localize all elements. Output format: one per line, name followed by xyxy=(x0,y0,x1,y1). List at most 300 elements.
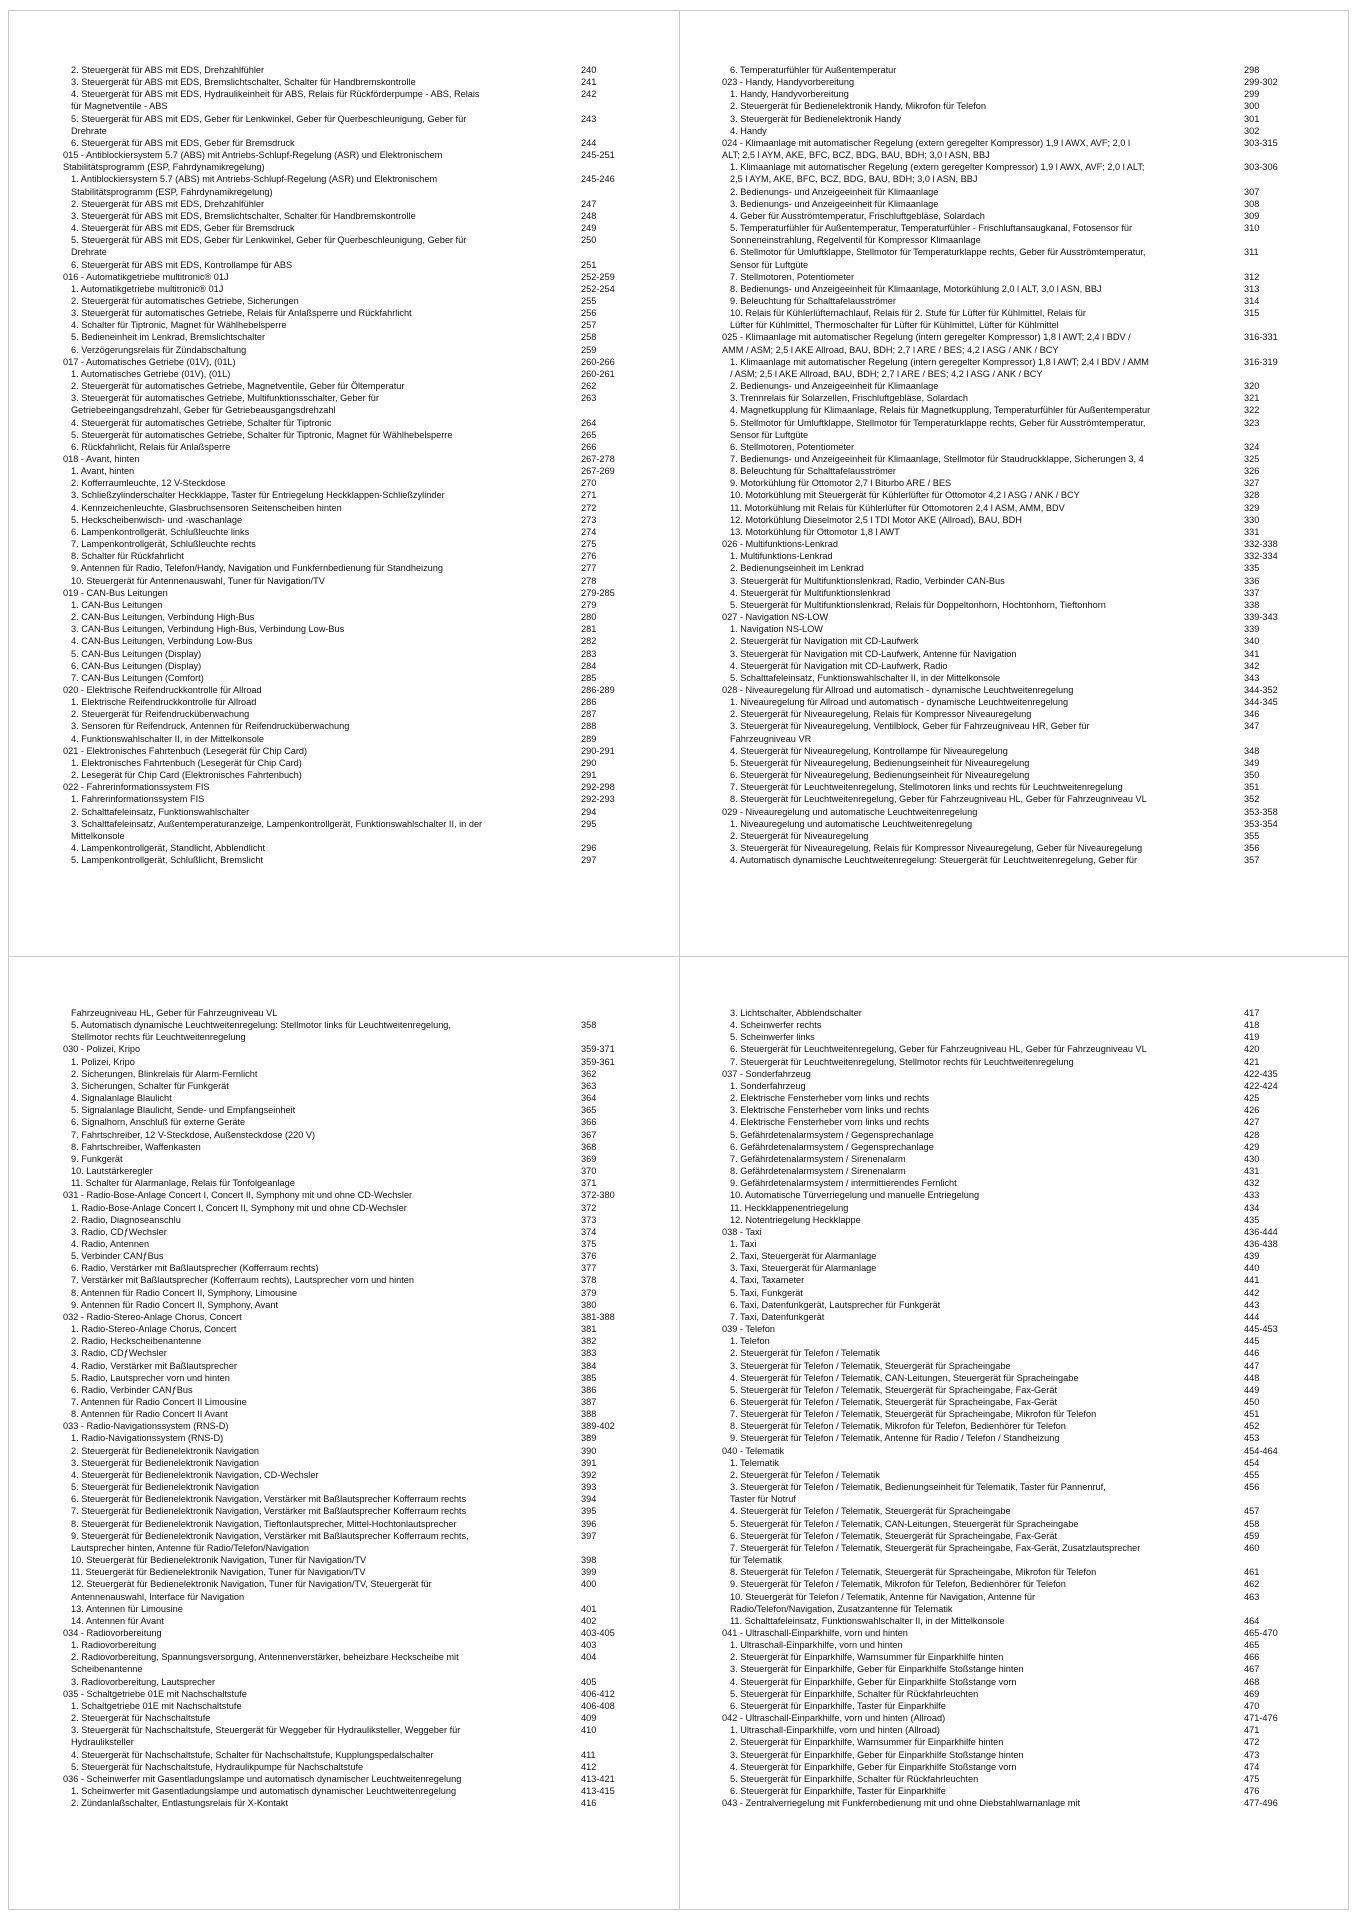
toc-entry-title: 6. Steuergerät für Leuchtweitenregelung, Geber für Fahrzeugniveau HL, Geber für Fahrzeugniveau VL xyxy=(730,1044,1147,1055)
toc-entry-title: Hydrauliksteller xyxy=(71,1737,134,1748)
toc-subentry xyxy=(63,222,643,234)
toc-subentry xyxy=(63,1238,643,1250)
toc-page-number: 401 xyxy=(581,1603,597,1614)
toc-page-number: 260-266 xyxy=(581,356,615,367)
toc-subentry xyxy=(63,319,643,331)
toc-subentry xyxy=(722,1676,1306,1688)
toc-page-number: 290-291 xyxy=(581,745,615,756)
toc-page-number xyxy=(1244,733,1306,745)
toc-page-number: 404 xyxy=(581,1652,597,1663)
toc-entry-title: 2. Steuergerät für Reifendrucküberwachung xyxy=(71,709,250,720)
toc-page-number: 378 xyxy=(581,1275,597,1286)
toc-entry-title: 5. Stellmotor für Umluftklappe, Stellmotor für Temperaturklappe rechts, Geber für Ausströmtemperatur, xyxy=(730,417,1146,428)
toc-subentry xyxy=(722,246,1306,258)
toc-page-number: 292-298 xyxy=(581,782,615,793)
toc-entry-title: 039 - Telefon xyxy=(722,1324,775,1335)
toc-subentry xyxy=(63,1165,643,1177)
toc-entry-title: 4. Steuergerät für ABS mit EDS, Hydraulikeinheit für ABS, Relais für Rückförderpumpe - ABS, Relais xyxy=(71,89,480,100)
toc-page-number: 428 xyxy=(1244,1129,1260,1140)
toc-page-number: 359-371 xyxy=(581,1044,615,1055)
toc-entry-title: 6. Rückfahrlicht, Relais für Anlaßsperre xyxy=(71,441,231,452)
toc-subentry xyxy=(63,550,643,562)
toc-subentry xyxy=(63,307,643,319)
toc-subentry xyxy=(63,1129,643,1141)
toc-page-number: 393 xyxy=(581,1482,597,1493)
toc-page-number xyxy=(1244,149,1306,161)
toc-entry-title: 3. Radio, CDƒWechsler xyxy=(71,1226,167,1237)
toc-subentry xyxy=(722,1457,1306,1469)
toc-page-number: 339 xyxy=(1244,624,1260,635)
toc-entry-title: 4. Steuergerät für Einparkhilfe, Geber für Einparkhilfe Stoßstange vorn xyxy=(730,1676,1017,1687)
toc-subentry xyxy=(722,1530,1306,1542)
toc-section-entry xyxy=(63,745,643,757)
toc-subentry xyxy=(63,1202,643,1214)
toc-subentry xyxy=(63,259,643,271)
toc-entry-title: 032 - Radio-Stereo-Anlage Chorus, Concert xyxy=(63,1311,242,1322)
toc-entry-title: 5. Steuergerät für ABS mit EDS, Geber für Lenkwinkel, Geber für Querbeschleunigung, Geber für xyxy=(71,113,467,124)
toc-entry-title: 040 - Telematik xyxy=(722,1445,785,1456)
toc-entry-title: 3. Steuergerät für Niveauregelung, Relais für Kompressor Niveauregelung, Geber für Niveauregelung xyxy=(730,843,1143,853)
toc-entry-title: 8. Steuergerät für Telefon / Telematik, Mikrofon für Telefon, Bedienhörer für Telefon xyxy=(730,1421,1066,1432)
toc-subentry xyxy=(63,1068,643,1080)
toc-entry-title: 6. Steuergerät für Telefon / Telematik, Steuergerät für Spracheingabe, Fax-Gerät xyxy=(730,1530,1058,1541)
toc-page-number: 299-302 xyxy=(1244,77,1278,88)
toc-page-number: 286-289 xyxy=(581,684,615,695)
toc-page-number: 418 xyxy=(1244,1020,1260,1031)
toc-page-number: 470 xyxy=(1244,1700,1260,1711)
toc-entry-title: 2. Steuergerät für Einparkhilfe, Warnsummer für Einparkhilfe hinten xyxy=(730,1652,1004,1663)
toc-subentry xyxy=(722,125,1306,137)
toc-section-entry xyxy=(722,149,1306,161)
toc-page-number: 258 xyxy=(581,332,597,343)
toc-subentry xyxy=(63,125,643,137)
toc-page-number: 465-470 xyxy=(1244,1627,1278,1638)
toc-entry-title: 10. Relais für Kühlerlüfternachlauf, Relais für 2. Stufe für Lüfter für Kühlmittel, Relais für xyxy=(730,308,1086,319)
toc-entry-title: 3. Bedienungs- und Anzeigeeinheit für Klimaanlage xyxy=(730,198,939,209)
toc-entry-title: 1. Avant, hinten xyxy=(71,466,135,477)
toc-page-number: 436-444 xyxy=(1244,1226,1278,1237)
toc-page-number: 344-345 xyxy=(1244,697,1278,708)
toc-entry-title: 5. Signalanlage Blaulicht, Sende- und Empfangseinheit xyxy=(71,1105,296,1116)
toc-entry-title: 3. Schließzylinderschalter Heckklappe, Taster für Entriegelung Heckklappen-Schließzylinder xyxy=(71,490,445,501)
toc-entry-title: 1. Automatisches Getriebe (01V), (01L) xyxy=(71,368,231,379)
toc-subentry xyxy=(63,1104,643,1116)
toc-subentry xyxy=(722,1773,1306,1785)
toc-page-number: 421 xyxy=(1244,1056,1260,1067)
toc-page-number: 316-331 xyxy=(1244,332,1278,343)
toc-entry-title: 017 - Automatisches Getriebe (01V), (01L) xyxy=(63,356,236,367)
toc-subentry xyxy=(63,1554,643,1566)
toc-page-number: 363 xyxy=(581,1080,597,1091)
toc-subentry xyxy=(63,344,643,356)
toc-page-number: 419 xyxy=(1244,1032,1260,1043)
toc-page-number xyxy=(581,161,643,173)
toc-entry-title: 1. Polizei, Kripo xyxy=(71,1056,135,1067)
toc-subentry xyxy=(722,1238,1306,1250)
toc-entry-title: 4. Automatisch dynamische Leuchtweitenregelung: Steuergerät für Leuchtweitenregelung, Geber für xyxy=(730,855,1138,866)
toc-subentry xyxy=(722,1396,1306,1408)
toc-subentry xyxy=(63,757,643,769)
toc-page-number: 353-354 xyxy=(1244,818,1278,829)
toc-page-number xyxy=(581,186,643,198)
toc-section-entry xyxy=(63,1189,643,1201)
toc-section-entry xyxy=(722,611,1306,623)
toc-page-number xyxy=(1244,1493,1306,1505)
toc-page-number: 291 xyxy=(581,770,597,781)
toc-entry-title: 2. Steuergerät für Einparkhilfe, Warnsummer für Einparkhilfe hinten xyxy=(730,1737,1004,1748)
toc-page-number: 270 xyxy=(581,478,597,489)
toc-subentry xyxy=(722,453,1306,465)
toc-entry-title: 4. Steuergerät für Navigation mit CD-Laufwerk, Radio xyxy=(730,660,948,671)
toc-subentry xyxy=(722,1335,1306,1347)
toc-page-number: 346 xyxy=(1244,709,1260,720)
toc-subentry xyxy=(63,1080,643,1092)
toc-subentry xyxy=(63,720,643,732)
toc-entry-title: 3. Steuergerät für Telefon / Telematik, Steuergerät für Spracheingabe xyxy=(730,1360,1011,1371)
toc-entry-title: 2. Bedienungseinheit im Lenkrad xyxy=(730,563,864,574)
toc-subentry xyxy=(63,246,643,258)
toc-entry-title: 6. Verzögerungsrelais für Zündabschaltung xyxy=(71,344,247,355)
toc-subentry xyxy=(722,1019,1306,1031)
toc-entry-title: 5. Steuergerät für Einparkhilfe, Schalter für Rückfahrleuchten xyxy=(730,1773,979,1784)
toc-entry-title: 7. Steuergerät für Telefon / Telematik, Steuergerät für Spracheingabe, Fax-Gerät, Zusatzlautsprecher xyxy=(730,1542,1141,1553)
toc-page-number: 299 xyxy=(1244,89,1260,100)
toc-subentry xyxy=(722,720,1306,732)
toc-subentry xyxy=(722,781,1306,793)
toc-entry-title: 8. Antennen für Radio Concert II, Symphony, Limousine xyxy=(71,1287,298,1298)
toc-page-number: 243 xyxy=(581,113,597,124)
toc-entry-title: 4. Elektrische Fensterheber vorn links und rechts xyxy=(730,1117,930,1128)
toc-page-number xyxy=(581,1007,643,1019)
toc-page-number: 398 xyxy=(581,1555,597,1566)
toc-section-entry xyxy=(722,76,1306,88)
toc-subentry xyxy=(63,806,643,818)
toc-entry-title: 9. Antennen für Radio, Telefon/Handy, Navigation und Funkfernbedienung für Standheizung xyxy=(71,563,444,574)
toc-entry-title: 3. Steuergerät für automatisches Getriebe, Relais für Anlaßsperre und Rückfahrlicht xyxy=(71,308,412,319)
toc-entry-title: 6. Steuergerät für Einparkhilfe, Taster für Einparkhilfe xyxy=(730,1700,946,1711)
toc-subentry xyxy=(63,380,643,392)
toc-entry-title: 6. Steuergerät für Einparkhilfe, Taster für Einparkhilfe xyxy=(730,1786,946,1796)
toc-entry-title: 8. Gefährdetenalarmsystem / Sirenenalarm xyxy=(730,1166,906,1177)
toc-entry-title: Fahrzeugniveau HL, Geber für Fahrzeugniveau VL xyxy=(71,1008,278,1018)
toc-entry-title: 2. Steuergerät für Bedienelektronik Handy, Mikrofon für Telefon xyxy=(730,101,987,112)
toc-subentry xyxy=(722,1262,1306,1274)
toc-page-number: 244 xyxy=(581,137,597,148)
toc-entry-title: 3. Elektrische Fensterheber vorn links und rechts xyxy=(730,1105,930,1116)
toc-page-number xyxy=(1244,368,1306,380)
toc-subentry xyxy=(722,234,1306,246)
toc-section-entry xyxy=(63,1311,643,1323)
toc-subentry xyxy=(722,319,1306,331)
toc-page-number: 431 xyxy=(1244,1166,1260,1177)
toc-page-number: 425 xyxy=(1244,1093,1260,1104)
toc-entry-title: Getriebeeingangsdrehzahl, Geber für Getriebeausgangsdrehzahl xyxy=(71,405,336,416)
toc-subentry xyxy=(63,1360,643,1372)
toc-entry-title: 7. Taxi, Datenfunkgerät xyxy=(730,1311,825,1322)
toc-subentry xyxy=(63,429,643,441)
toc-subentry xyxy=(63,113,643,125)
toc-entry-title: 015 - Antiblockiersystem 5.7 (ABS) mit Antriebs-Schlupf-Regelung (ASR) und Elektronischem xyxy=(63,150,443,161)
toc-entry-title: 7. Fahrtschreiber, 12 V-Steckdose, Außensteckdose (220 V) xyxy=(71,1129,316,1140)
toc-page-number: 281 xyxy=(581,624,597,635)
toc-subentry xyxy=(63,1153,643,1165)
toc-entry-title: 3. Steuergerät für Telefon / Telematik, Bedienungseinheit für Telematik, Taster für Pannenruf, xyxy=(730,1482,1106,1493)
toc-subentry xyxy=(722,562,1306,574)
toc-page-number: 312 xyxy=(1244,271,1260,282)
toc-page-number: 476 xyxy=(1244,1786,1260,1796)
toc-section-entry xyxy=(722,1068,1306,1080)
toc-entry-title: 4. Signalanlage Blaulicht xyxy=(71,1093,172,1104)
toc-entry-title: 037 - Sonderfahrzeug xyxy=(722,1068,811,1079)
toc-page-number: 315 xyxy=(1244,308,1260,319)
toc-subentry xyxy=(63,198,643,210)
toc-page-number xyxy=(581,404,643,416)
toc-subentry xyxy=(63,186,643,198)
toc-page-number: 338 xyxy=(1244,599,1260,610)
toc-page-number: 297 xyxy=(581,855,597,866)
toc-entry-title: 6. Steuergerät für Niveauregelung, Bedienungseinheit für Niveauregelung xyxy=(730,770,1030,781)
toc-page-number: 337 xyxy=(1244,587,1260,598)
toc-subentry xyxy=(63,1323,643,1335)
toc-entry-title: 9. Steuergerät für Telefon / Telematik, Antenne für Radio / Telefon / Standheizung xyxy=(730,1433,1060,1444)
toc-entry-title: 6. Radio, Verbinder CANƒBus xyxy=(71,1384,193,1395)
toc-subentry xyxy=(63,1056,643,1068)
toc-subentry xyxy=(63,210,643,222)
toc-entry-title: 021 - Elektronisches Fahrtenbuch (Lesegerät für Chip Card) xyxy=(63,745,308,756)
toc-entry-title: 10. Automatische Türverriegelung und manuelle Entriegelung xyxy=(730,1190,980,1201)
toc-subentry xyxy=(722,222,1306,234)
toc-entry-title: 2. Steuergerät für Telefon / Telematik xyxy=(730,1348,880,1359)
toc-page-number: 413-421 xyxy=(581,1773,615,1784)
toc-entry-title: 8. Steuergerät für Bedienelektronik Navigation, Tieftonlautsprecher, Mittel-Hochtonlautsprecher xyxy=(71,1518,457,1529)
toc-section-entry xyxy=(63,1773,643,1785)
toc-page-number: 322 xyxy=(1244,405,1260,416)
toc-subentry xyxy=(63,1566,643,1578)
toc-subentry xyxy=(722,1481,1306,1493)
toc-entry-title: 031 - Radio-Bose-Anlage Concert I, Concert II, Symphony mit und ohne CD-Wechsler xyxy=(63,1190,413,1201)
toc-entry-title: 2. Bedienungs- und Anzeigeeinheit für Klimaanlage xyxy=(730,186,939,197)
toc-page-number: 292-293 xyxy=(581,794,615,805)
toc-subentry xyxy=(722,708,1306,720)
toc-page-number: 271 xyxy=(581,490,597,501)
toc-subentry xyxy=(63,708,643,720)
toc-page-number: 290 xyxy=(581,757,597,768)
toc-subentry xyxy=(63,1226,643,1238)
toc-page-number: 413-415 xyxy=(581,1786,615,1796)
toc-page-number: 403-405 xyxy=(581,1627,615,1638)
toc-entry-title: 14. Antennen für Avant xyxy=(71,1615,164,1626)
toc-subentry xyxy=(63,1724,643,1736)
toc-entry-title: 13. Antennen für Limousine xyxy=(71,1603,183,1614)
toc-page-number: 373 xyxy=(581,1214,597,1225)
toc-subentry xyxy=(722,1360,1306,1372)
toc-subentry xyxy=(722,842,1306,854)
toc-subentry xyxy=(722,1761,1306,1773)
toc-entry-title: 1. Radiovorbereitung xyxy=(71,1640,157,1651)
toc-page-number: 350 xyxy=(1244,770,1260,781)
toc-entry-title: Stabilitätsprogramm (ESP, Fahrdynamikregelung) xyxy=(63,162,265,173)
toc-page-number: 448 xyxy=(1244,1372,1260,1383)
toc-subentry xyxy=(63,1712,643,1724)
toc-entry-title: 6. Radio, Verstärker mit Baßlautsprecher (Kofferraum rechts) xyxy=(71,1263,319,1274)
toc-page-number: 273 xyxy=(581,514,597,525)
toc-page-number: 394 xyxy=(581,1494,597,1505)
toc-subentry xyxy=(63,234,643,246)
toc-subentry xyxy=(63,1019,643,1031)
toc-page-number: 339-343 xyxy=(1244,612,1278,623)
toc-page-number: 474 xyxy=(1244,1761,1260,1772)
toc-entry-title: 025 - Klimaanlage mit automatischer Regelung (intern geregelter Kompressor) 1,8 l AWT; 2,4 l BDV / xyxy=(722,332,1131,343)
toc-entry-title: 1. Klimaanlage mit automatischer Regelung (extern geregelter Kompressor) 1,9 l AWX, AVF; 2,0 l ALT; xyxy=(730,162,1145,173)
toc-subentry xyxy=(63,1603,643,1615)
toc-subentry xyxy=(63,1372,643,1384)
toc-subentry xyxy=(722,745,1306,757)
toc-page-number: 336 xyxy=(1244,575,1260,586)
toc-page-number: 267-269 xyxy=(581,466,615,477)
toc-entry-title: 1. Radio-Navigationssystem (RNS-D) xyxy=(71,1433,224,1444)
toc-subentry xyxy=(63,1736,643,1748)
toc-subentry xyxy=(63,1797,643,1809)
toc-subentry xyxy=(63,1141,643,1153)
toc-entry-title: 4. Steuergerät für Einparkhilfe, Geber für Einparkhilfe Stoßstange vorn xyxy=(730,1761,1017,1772)
toc-page-number: 260-261 xyxy=(581,368,615,379)
toc-entry-title: 3. Sicherungen, Schalter für Funkgerät xyxy=(71,1080,229,1091)
toc-entry-title: 7. Steuergerät für Telefon / Telematik, Steuergerät für Spracheingabe, Mikrofon für Telefon xyxy=(730,1409,1097,1420)
toc-page-number: 357 xyxy=(1244,855,1260,866)
toc-entry-title: 1. Klimaanlage mit automatischer Regelung (intern geregelter Kompressor) 1,8 l AWT; 2,4 l BDV / AMM xyxy=(730,356,1149,367)
toc-page-number: 389-402 xyxy=(581,1421,615,1432)
toc-page-number xyxy=(1244,429,1306,441)
toc-subentry xyxy=(63,648,643,660)
toc-entry-title: 7. CAN-Bus Leitungen (Comfort) xyxy=(71,672,204,683)
toc-page-number: 444 xyxy=(1244,1311,1260,1322)
toc-page-number: 335 xyxy=(1244,563,1260,574)
toc-entry-title: 7. Verstärker mit Baßlautsprecher (Kofferraum rechts), Lautsprecher vorn und hinten xyxy=(71,1275,414,1286)
toc-entry-title: 13. Motorkühlung für Ottomotor 1,8 l AWT xyxy=(730,526,900,537)
toc-entry-title: 4. Steuergerät für Telefon / Telematik, Steuergerät für Spracheingabe xyxy=(730,1506,1011,1517)
toc-page-number xyxy=(581,1663,643,1675)
toc-page-number: 248 xyxy=(581,210,597,221)
toc-entry-title: 6. CAN-Bus Leitungen (Display) xyxy=(71,660,202,671)
toc-page-number: 343 xyxy=(1244,672,1260,683)
toc-subentry xyxy=(63,477,643,489)
toc-page-number: 323 xyxy=(1244,417,1260,428)
toc-subentry xyxy=(722,1591,1306,1603)
toc-page-number: 252-259 xyxy=(581,271,615,282)
toc-subentry xyxy=(63,1457,643,1469)
toc-subentry xyxy=(722,1639,1306,1651)
toc-subentry xyxy=(722,526,1306,538)
toc-subentry xyxy=(722,1542,1306,1554)
toc-page-number: 399 xyxy=(581,1567,597,1578)
toc-entry-title: 5. Scheinwerfer links xyxy=(730,1032,815,1043)
toc-page-number: 405 xyxy=(581,1676,597,1687)
toc-subentry xyxy=(722,733,1306,745)
toc-entry-title: 1. Taxi xyxy=(730,1238,757,1249)
toc-page-number xyxy=(1244,259,1306,271)
toc-subentry xyxy=(63,1408,643,1420)
toc-entry-title: 2. Zündanlaßschalter, Entlastungsrelais für X-Kontakt xyxy=(71,1798,289,1809)
toc-entry-title: 1. Telematik xyxy=(730,1457,779,1468)
toc-page-number: 266 xyxy=(581,441,597,452)
toc-page-number: 272 xyxy=(581,502,597,513)
toc-entry-title: 6. Taxi, Datenfunkgerät, Lautsprecher für Funkgerät xyxy=(730,1299,941,1310)
toc-page-number: 288 xyxy=(581,721,597,732)
toc-page-number: 326 xyxy=(1244,466,1260,477)
toc-subentry xyxy=(63,660,643,672)
toc-entry-title: Scheibenantenne xyxy=(71,1664,143,1675)
toc-page-number: 367 xyxy=(581,1129,597,1140)
toc-page-number: 434 xyxy=(1244,1202,1260,1213)
toc-page-number: 356 xyxy=(1244,843,1260,853)
toc-entry-title: 8. Steuergerät für Leuchtweitenregelung, Geber für Fahrzeugniveau HL, Geber für Fahrzeugniveau VL xyxy=(730,794,1147,805)
toc-page-number: 259 xyxy=(581,344,597,355)
toc-entry-title: 1. Niveauregelung für Allroad und automatisch - dynamische Leuchtweitenregelung xyxy=(730,697,1069,708)
toc-subentry xyxy=(63,1335,643,1347)
toc-entry-title: 1. Fahrerinformationssystem FIS xyxy=(71,794,205,805)
toc-subentry xyxy=(722,1250,1306,1262)
toc-subentry xyxy=(63,1214,643,1226)
toc-entry-title: 2,5 l AYM, AKE, BFC, BCZ, BDG, BAU, BDH; 3,0 l ASN, BBJ xyxy=(730,174,978,185)
toc-subentry xyxy=(63,830,643,842)
toc-page-number: 302 xyxy=(1244,125,1260,136)
toc-subentry xyxy=(722,660,1306,672)
toc-subentry xyxy=(63,1287,643,1299)
toc-entry-title: 035 - Schaltgetriebe 01E mit Nachschaltstufe xyxy=(63,1688,247,1699)
toc-subentry xyxy=(63,1250,643,1262)
toc-subentry xyxy=(722,271,1306,283)
toc-entry-title: 036 - Scheinwerfer mit Gasentladungslampe und automatisch dynamischer Leuchtweitenregelung xyxy=(63,1773,462,1784)
toc-subentry xyxy=(63,818,643,830)
toc-subentry xyxy=(722,1092,1306,1104)
toc-entry-title: 1. Multifunktions-Lenkrad xyxy=(730,551,833,562)
toc-page-number: 400 xyxy=(581,1579,597,1590)
toc-subentry xyxy=(63,611,643,623)
toc-entry-title: 1. Sonderfahrzeug xyxy=(730,1080,806,1091)
toc-entry-title: für Magnetventile - ABS xyxy=(71,101,168,112)
toc-entry-title: 2. Steuergerät für Niveauregelung, Relais für Kompressor Niveauregelung xyxy=(730,709,1032,720)
toc-entry-title: 6. Lampenkontrollgerät, Schlußleuchte links xyxy=(71,526,250,537)
toc-section-entry xyxy=(63,271,643,283)
toc-entry-title: 9. Beleuchtung für Schalttafelausströmer xyxy=(730,295,896,306)
toc-page-number: 256 xyxy=(581,308,597,319)
toc-subentry xyxy=(722,1189,1306,1201)
toc-subentry xyxy=(722,1724,1306,1736)
toc-page-number: 385 xyxy=(581,1372,597,1383)
toc-entry-title: 3. Sensoren für Reifendruck, Antennen für Reifendrucküberwachung xyxy=(71,721,350,732)
toc-page-number: 252-254 xyxy=(581,283,615,294)
toc-page-number: 381-388 xyxy=(581,1311,615,1322)
toc-subentry xyxy=(63,1615,643,1627)
toc-subentry xyxy=(63,1274,643,1286)
toc-subentry xyxy=(722,1116,1306,1128)
toc-subentry xyxy=(63,417,643,429)
toc-entry-title: 1. Handy, Handyvorbereitung xyxy=(730,89,849,100)
toc-page-number: 295 xyxy=(581,818,597,829)
toc-subentry xyxy=(63,1663,643,1675)
toc-subentry xyxy=(63,1445,643,1457)
toc-entry-title: Mittelkonsole xyxy=(71,830,125,841)
toc-entry-title: 4. Funktionswahlschalter II, in der Mittelkonsole xyxy=(71,733,265,744)
toc-subentry xyxy=(63,1761,643,1773)
toc-subentry xyxy=(63,1591,643,1603)
toc-page-number: 242 xyxy=(581,89,597,100)
toc-page-number xyxy=(581,1031,643,1043)
toc-page-number: 332-338 xyxy=(1244,539,1278,550)
toc-subentry xyxy=(63,769,643,781)
toc-page-number: 309 xyxy=(1244,210,1260,221)
toc-subentry xyxy=(63,1347,643,1359)
